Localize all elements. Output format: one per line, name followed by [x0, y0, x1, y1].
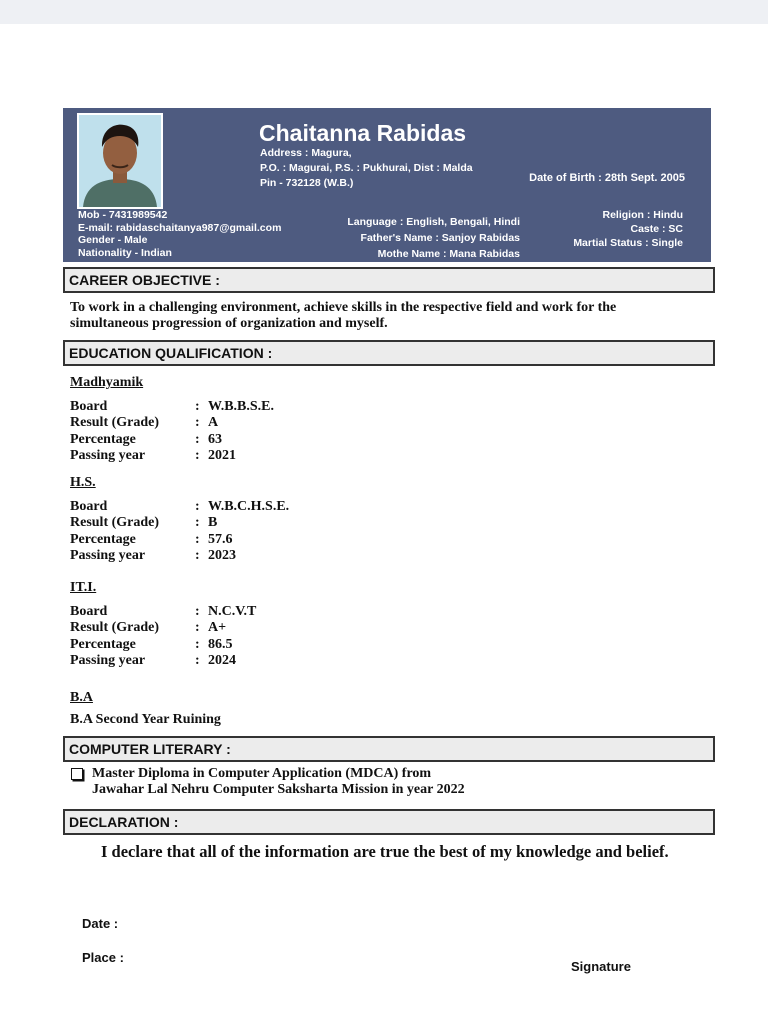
caste: Caste : SC: [630, 223, 683, 235]
detail-label: Percentage: [70, 431, 136, 447]
detail-value: B: [208, 515, 218, 531]
career-objective-line: simultaneous progression of organization and myself.: [70, 316, 388, 331]
candidate-name: Chaitanna Rabidas: [259, 120, 467, 146]
detail-value: W.B.C.H.S.E.: [208, 499, 290, 514]
top-strip: [0, 0, 768, 24]
detail-value: 86.5: [208, 636, 233, 652]
education-heading: EDUCATION QUALIFICATION :: [63, 340, 715, 366]
religion: Religion : Hindu: [602, 209, 683, 221]
detail-label: Passing year: [70, 547, 146, 563]
career-objective-heading: CAREER OBJECTIVE :: [63, 267, 715, 293]
detail-value: N.C.V.T: [208, 604, 257, 619]
signature-label: Signature: [571, 959, 631, 974]
detail-value: 2021: [208, 447, 236, 463]
detail-label: Result (Grade): [70, 415, 160, 431]
email-address: E-mail: rabidaschaitanya987@gmail.com: [78, 221, 282, 234]
mother-name: Mothe Name : Mana Rabidas: [377, 248, 520, 260]
date-label: Date :: [82, 916, 119, 931]
detail-value: 2023: [208, 547, 236, 563]
profile-photo: [77, 113, 163, 209]
ba-status: [70, 712, 221, 728]
address-line: P.O. : Magurai, P.S. : Pukhurai, Dist : Malda: [260, 162, 473, 174]
declaration-heading: DECLARATION :: [63, 809, 715, 835]
computer-literacy-line: Jawahar Lal Nehru Computer Saksharta Mission in year 2022: [92, 782, 465, 797]
ba-status-text: B.A Second Year Ruining: [70, 712, 221, 727]
computer-literacy-text: [92, 766, 465, 798]
career-objective-line: To work in a challenging environment, achieve skills in the respective field and work for the: [70, 300, 617, 315]
address-line: Address : Magura,: [260, 147, 352, 159]
gender: Gender - Male: [78, 234, 148, 246]
checkbox-bullet-icon: [71, 768, 83, 780]
detail-label: Percentage: [70, 531, 136, 547]
detail-label: Passing year: [70, 652, 146, 668]
madhyamik-title: Madhyamik: [70, 375, 144, 390]
address-block: [260, 146, 473, 191]
ba-title: B.A: [70, 690, 93, 705]
detail-label: Percentage: [70, 636, 136, 652]
detail-value: 2024: [208, 652, 236, 668]
resume-header-banner: [63, 108, 711, 262]
nationality: Nationality - Indian: [78, 246, 172, 259]
detail-label: Result (Grade): [70, 620, 160, 636]
personal-status-info: [573, 208, 683, 250]
declaration-text: I declare that all of the information are true the best of my knowledge and belief.: [101, 842, 669, 861]
contact-info: [78, 209, 281, 259]
place-label: Place :: [82, 950, 124, 965]
father-name: Father's Name : Sanjoy Rabidas: [360, 232, 520, 244]
detail-label: Board: [70, 604, 108, 619]
mobile-number: Mob - 7431989542: [78, 209, 168, 221]
detail-label: Result (Grade): [70, 515, 160, 531]
languages: Language : English, Bengali, Hindi: [347, 216, 520, 228]
detail-value: A: [208, 415, 219, 431]
marital-status: Martial Status : Single: [573, 237, 683, 249]
computer-literacy-heading: COMPUTER LITERARY :: [63, 736, 715, 762]
person-photo-icon: [79, 115, 161, 207]
address-line: Pin - 732128 (W.B.): [260, 177, 354, 189]
detail-label: Board: [70, 499, 108, 514]
date-of-birth: Date of Birth : 28th Sept. 2005: [529, 172, 685, 184]
detail-value: W.B.B.S.E.: [208, 399, 275, 414]
detail-value: 57.6: [208, 531, 233, 547]
hs-title: H.S.: [70, 475, 96, 490]
detail-value: A+: [208, 620, 227, 636]
family-language-info: [347, 214, 520, 262]
computer-literacy-line: Master Diploma in Computer Application (MDCA) from: [92, 766, 432, 781]
iti-title: IT.I.: [70, 580, 97, 595]
detail-label: Passing year: [70, 447, 146, 463]
career-objective-text: [70, 300, 616, 332]
detail-value: 63: [208, 431, 222, 447]
detail-label: Board: [70, 399, 108, 414]
